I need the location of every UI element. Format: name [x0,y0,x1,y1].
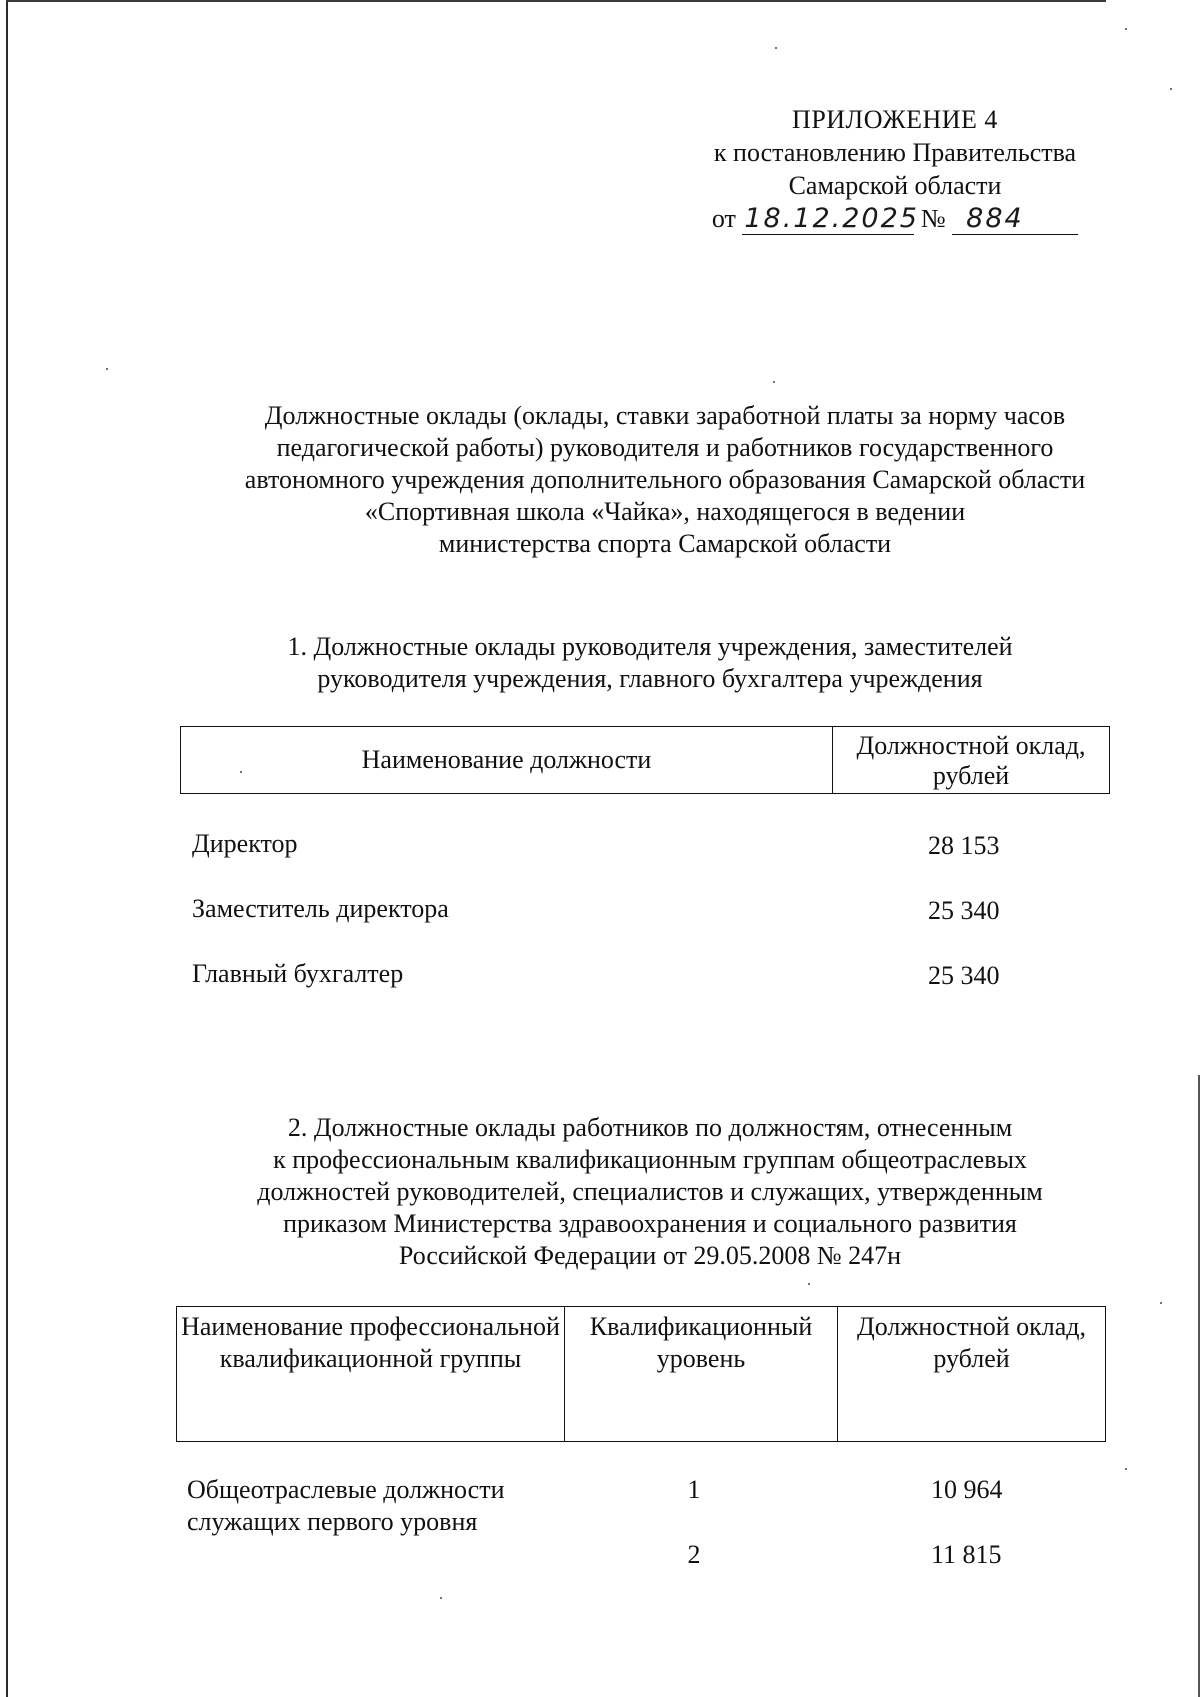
heading-line: министерства спорта Самарской области [438,529,892,558]
heading-line: педагогической работы) руководителя и работников государственного [276,433,1054,462]
section-2-title-line: приказом Министерства здравоохранения и социального развития [283,1209,1017,1238]
column-header-position: Наименование должности [181,727,833,793]
page-edge-top [6,0,1106,2]
row-salary: 10 964 [931,1475,1003,1504]
row-salary: 25 340 [928,896,1000,925]
column-header-level: Квалификационный уровень [565,1307,838,1441]
appendix-header [640,103,1150,235]
scan-speck [440,1597,442,1599]
row-salary: 25 340 [928,961,1000,990]
appendix-title: ПРИЛОЖЕНИЕ 4 [792,105,998,134]
scan-speck [1160,1302,1162,1304]
number-sign: № [920,204,946,233]
section-2-table-header [176,1306,1106,1442]
scan-speck [1125,1468,1127,1470]
heading-line: автономного учреждения дополнительного образования Самарской области [244,465,1086,494]
date-prefix: от [711,204,736,233]
appendix-dateline [712,202,1078,235]
appendix-line-2: к постановлению Правительства [713,138,1077,167]
section-2-title-line: 2. Должностные оклады работников по должностям, отнесенным [287,1113,1013,1142]
row-group: Общеотраслевые должности служащих первого уровня [187,1475,505,1536]
section-1-title-line: 1. Должностные оклады руководителя учреждения, заместителей [287,632,1013,661]
row-position: Главный бухгалтер [192,959,404,988]
row-level: 1 [687,1475,701,1504]
column-header-salary: Должностной оклад, рублей [856,731,1086,790]
appendix-line-3: Самарской области [788,171,1002,200]
page-edge-left [6,0,8,1697]
row-position: Заместитель директора [192,894,449,923]
section-1-heading [200,631,1100,695]
section-2-title-line: должностей руководителей, специалистов и служащих, утвержденным [257,1177,1043,1206]
heading-line: «Спортивная школа «Чайка», находящегося в ведении [364,497,966,526]
row-position: Директор [192,829,298,858]
scan-speck [1170,88,1172,90]
document-heading [190,400,1140,560]
handwritten-date: 18.12.2025 [744,203,919,234]
row-salary: 28 153 [928,831,1000,860]
column-header-salary: Должностной оклад, рублей [857,1312,1086,1373]
handwritten-number: 884 [952,204,1078,235]
section-2-title-line: Российской Федерации от 29.05.2008 № 247н [398,1241,902,1270]
scan-speck [808,1283,810,1285]
section-2-title-line: к профессиональным квалификационным группам общеотраслевых [273,1145,1027,1174]
heading-line: Должностные оклады (оклады, ставки заработной платы за норму часов [264,401,1066,430]
section-1-title-line: руководителя учреждения, главного бухгалтера учреждения [317,664,983,693]
scan-speck [106,368,108,370]
row-level: 2 [687,1540,701,1569]
scan-speck [775,47,777,49]
section-1-table-header [180,726,1110,794]
column-header-group: Наименование профессиональной квалификационной группы [177,1307,565,1441]
scan-speck [1125,28,1127,30]
row-salary: 11 815 [931,1540,1002,1569]
section-2-heading [200,1112,1100,1272]
scan-speck [773,381,775,383]
